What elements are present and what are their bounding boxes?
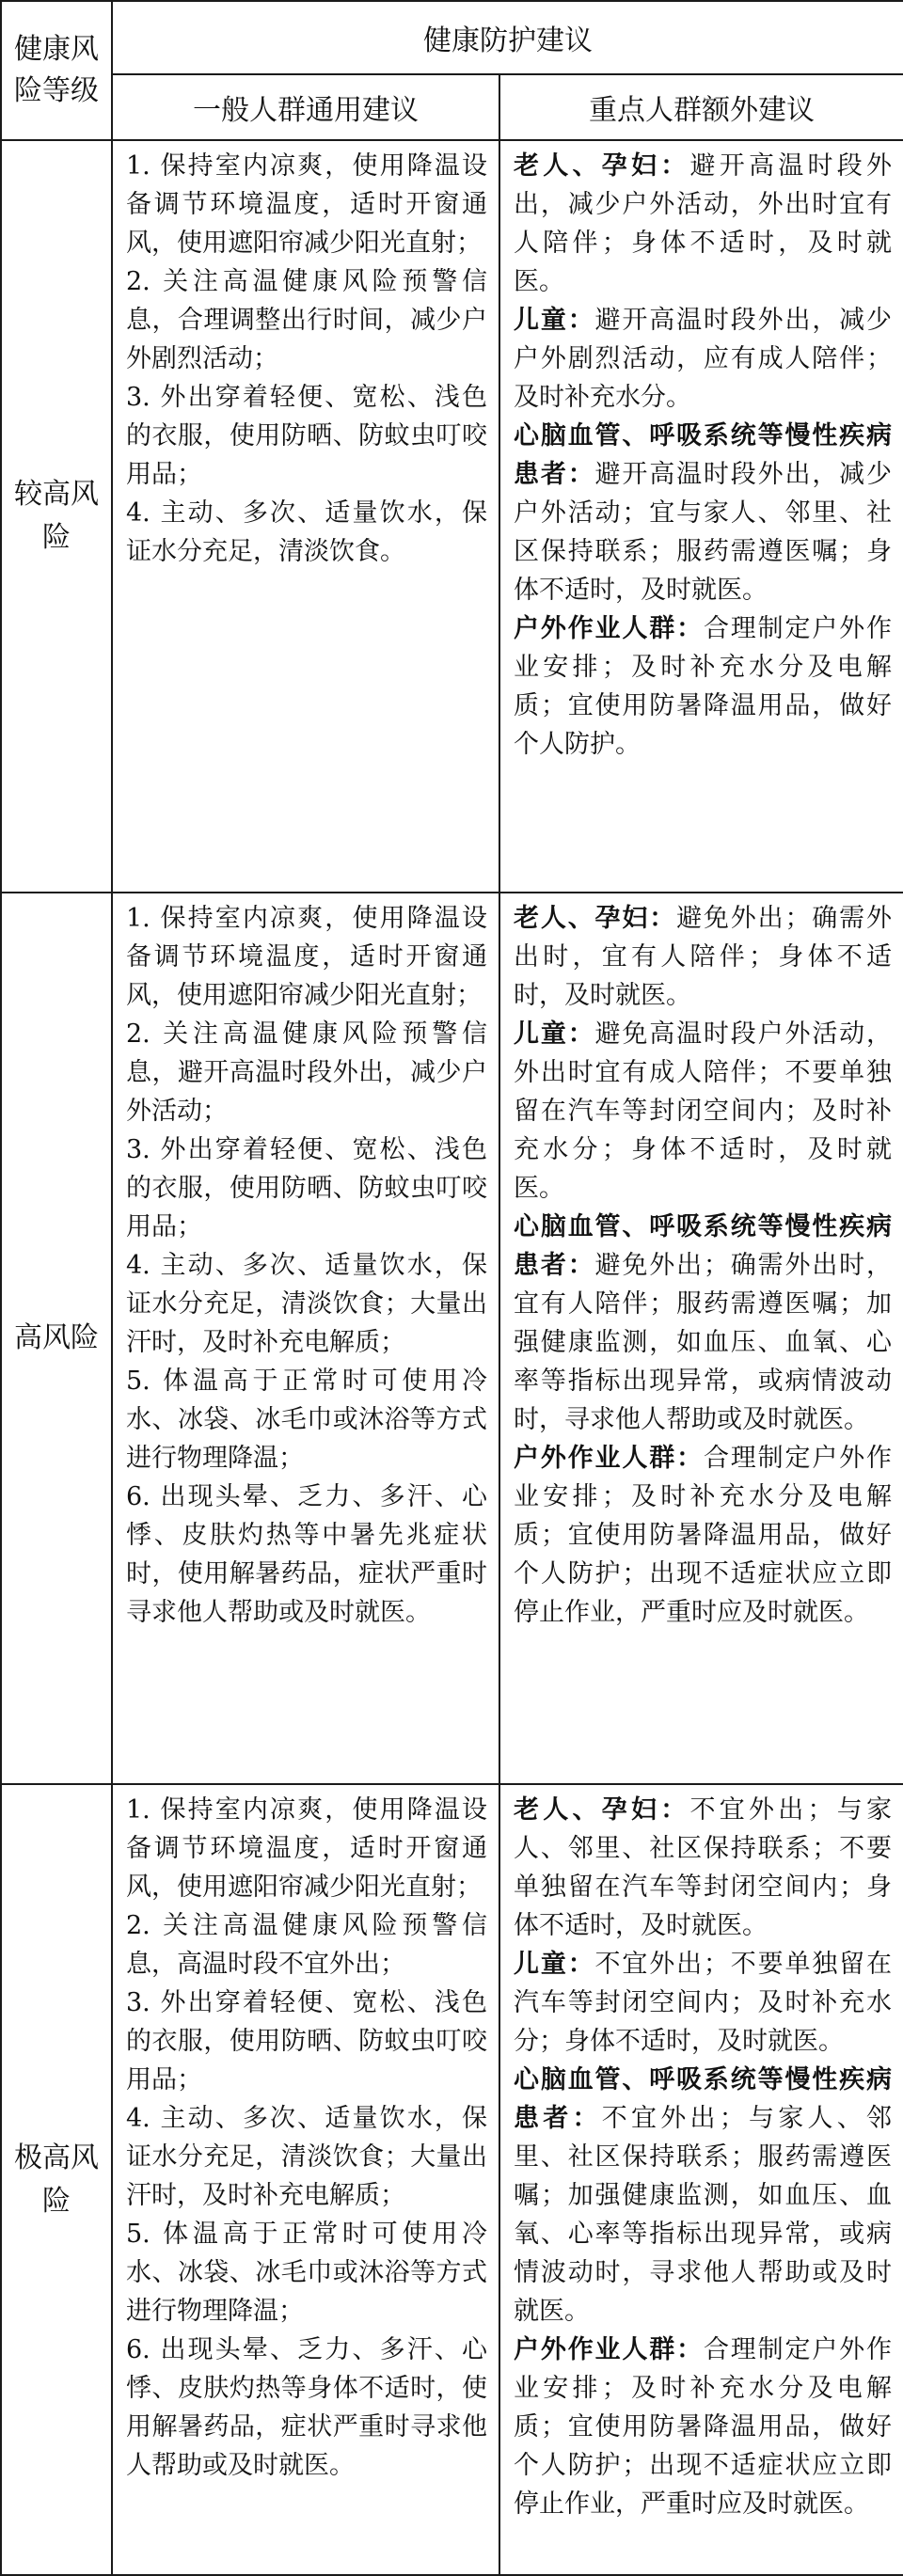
group-text: 不宜外出；与家人、邻里、社区保持联系；服药需遵医嘱；加强健康监测，如血压、血氧、心率等指标出现异常，或病情波动时，寻求他人帮助或及时就医。 [514, 2104, 892, 2326]
group-advice [514, 609, 892, 764]
group-text: 合理制定户外作业安排；及时补充水分及电解质；宜使用防暑降温用品，做好个人防护；出现不适症状应立即停止作业，严重时应及时就医。 [514, 1444, 893, 1627]
advice-item: 4. 主动、多次、适量饮水，保证水分充足，清淡饮食；大量出汗时，及时补充电解质； [126, 1251, 487, 1357]
group-label: 户外作业人群： [514, 2335, 704, 2364]
group-text: 避开高温时段外出，减少户外活动；宜与家人、邻里、社区保持联系；服药需遵医嘱；身体不适时，及时就医。 [514, 460, 893, 605]
advice-item: 6. 出现头晕、乏力、多汗、心悸、皮肤灼热等中暑先兆症状时，使用解暑药品，症状严重时寻求他人帮助或及时就医。 [126, 1482, 487, 1627]
group-label: 儿童： [514, 1950, 595, 1979]
group-label: 老人、孕妇： [514, 1795, 690, 1825]
table-row [1, 1784, 903, 2575]
advice-item: 2. 关注高温健康风险预警信息，避开高温时段外出，减少户外活动； [126, 1019, 487, 1126]
advice-item: 1. 保持室内凉爽，使用降温设备调节环境温度，适时开窗通风，使用遮阳帘减少阳光直射； [126, 1795, 487, 1902]
key-advice-header: 重点人群额外建议 [499, 74, 903, 140]
group-label: 老人、孕妇： [514, 151, 690, 181]
advice-item: 6. 出现头晕、乏力、多汗、心悸、皮肤灼热等身体不适时，使用解暑药品，症状严重时寻求他人帮助或及时就医。 [126, 2335, 487, 2480]
group-text: 合理制定户外作业安排；及时补充水分及电解质；宜使用防暑降温用品，做好个人防护。 [514, 614, 893, 759]
group-advice [514, 1015, 892, 1208]
risk-level-cell: 极高风险 [1, 1784, 112, 2575]
group-advice [514, 301, 892, 417]
group-text: 避免高温时段户外活动，外出时宜有成人陪伴；不要单独留在汽车等封闭空间内；及时补充水分；身体不适时，及时就医。 [514, 1019, 893, 1203]
key-advice-cell [499, 1784, 903, 2575]
group-text: 不宜外出；与家人、邻里、社区保持联系；不要单独留在汽车等封闭空间内；身体不适时，及时就医。 [514, 1795, 892, 1940]
general-advice-cell [112, 1784, 499, 2575]
group-text: 不宜外出；不要单独留在汽车等封闭空间内；及时补充水分；身体不适时，及时就医。 [514, 1950, 893, 2056]
table-row [1, 140, 903, 893]
group-label: 老人、孕妇： [514, 904, 677, 933]
group-text: 避免外出；确需外出时，宜有人陪伴；身体不适时，及时就医。 [514, 904, 893, 1010]
advice-item: 3. 外出穿着轻便、宽松、浅色的衣服，使用防晒、防蚊虫叮咬用品； [126, 1135, 487, 1241]
risk-level-header: 健康风险等级 [1, 1, 112, 140]
table-row [1, 893, 903, 1784]
general-advice-header: 一般人群通用建议 [112, 74, 499, 140]
group-advice [514, 1945, 892, 2061]
advice-item: 4. 主动、多次、适量饮水，保证水分充足，清淡饮食；大量出汗时，及时补充电解质； [126, 2104, 487, 2210]
group-text: 避开高温时段外出，减少户外活动，外出时宜有人陪伴；身体不适时，及时就医。 [514, 151, 892, 296]
risk-level-cell: 较高风险 [1, 140, 112, 893]
group-text: 合理制定户外作业安排；及时补充水分及电解质；宜使用防暑降温用品，做好个人防护；出现不适症状应立即停止作业，严重时应及时就医。 [514, 2335, 893, 2519]
advice-item: 1. 保持室内凉爽，使用降温设备调节环境温度，适时开窗通风，使用遮阳帘减少阳光直射； [126, 904, 487, 1010]
group-label: 儿童： [514, 1019, 595, 1049]
table-subheader-row [1, 74, 903, 140]
table-header-row [1, 1, 903, 74]
group-label: 户外作业人群： [514, 614, 704, 643]
advice-item: 4. 主动、多次、适量饮水，保证水分充足，清淡饮食。 [126, 498, 487, 566]
group-advice [514, 147, 892, 301]
advice-header: 健康防护建议 [112, 1, 903, 74]
advice-item: 2. 关注高温健康风险预警信息，合理调整出行时间，减少户外剧烈活动； [126, 267, 487, 373]
group-advice [514, 1439, 892, 1632]
group-advice [514, 1791, 892, 1945]
group-advice [514, 2331, 892, 2523]
advice-item: 5. 体温高于正常时可使用冷水、冰袋、冰毛巾或沐浴等方式进行物理降温； [126, 1367, 487, 1473]
group-label: 户外作业人群： [514, 1444, 704, 1473]
key-advice-cell [499, 140, 903, 893]
group-label: 心脑血管、呼吸系统等慢性疾病患者： [514, 1212, 892, 1280]
advice-item: 3. 外出穿着轻便、宽松、浅色的衣服，使用防晒、防蚊虫叮咬用品； [126, 1988, 487, 2094]
group-advice [514, 1208, 892, 1439]
group-advice [514, 417, 892, 609]
general-advice-cell [112, 140, 499, 893]
advice-item: 2. 关注高温健康风险预警信息，高温时段不宜外出； [126, 1911, 487, 1979]
advice-item: 1. 保持室内凉爽，使用降温设备调节环境温度，适时开窗通风，使用遮阳帘减少阳光直射； [126, 151, 487, 258]
advice-item: 5. 体温高于正常时可使用冷水、冰袋、冰毛巾或沐浴等方式进行物理降温； [126, 2220, 487, 2326]
risk-level-cell: 高风险 [1, 893, 112, 1784]
group-text: 避免外出；确需外出时，宜有人陪伴；服药需遵医嘱；加强健康监测，如血压、血氧、心率等指标出现异常，或病情波动时，寻求他人帮助或及时就医。 [514, 1251, 893, 1434]
group-label: 儿童： [514, 306, 595, 335]
general-advice-cell [112, 893, 499, 1784]
advice-item: 3. 外出穿着轻便、宽松、浅色的衣服，使用防晒、防蚊虫叮咬用品； [126, 383, 487, 489]
group-text: 避开高温时段外出，减少户外剧烈活动，应有成人陪伴；及时补充水分。 [514, 306, 893, 412]
group-label: 心脑血管、呼吸系统等慢性疾病患者： [514, 2065, 892, 2133]
group-label: 心脑血管、呼吸系统等慢性疾病患者： [514, 421, 892, 489]
key-advice-cell [499, 893, 903, 1784]
group-advice [514, 2061, 892, 2331]
group-advice [514, 899, 892, 1015]
